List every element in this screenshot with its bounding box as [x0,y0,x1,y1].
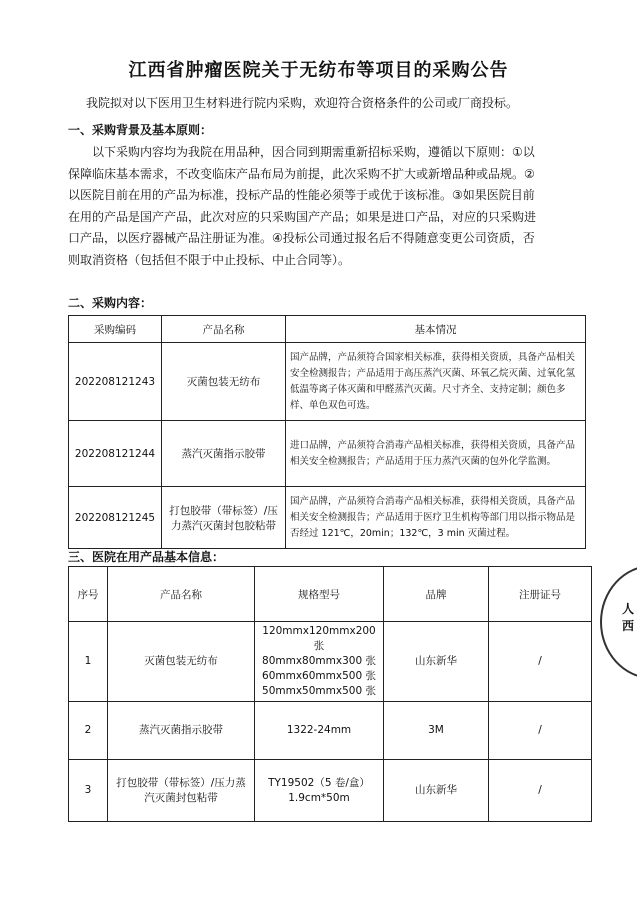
row-no: 1 [69,622,108,702]
header-name: 产品名称 [108,567,255,622]
row-spec [255,622,384,702]
spec-line: TY19502（5 卷/盒） [268,776,370,789]
row-reg: / [489,702,592,760]
section1-body [68,142,570,271]
row-desc: 进口品牌，产品须符合消毒产品相关标准，获得相关资质，具备产品相关安全检测报告；产品适用于压力蒸汽灭菌的包外化学监测。 [286,421,586,487]
row-name: 蒸汽灭菌指示胶带 [108,702,255,760]
row-code: 202208121244 [69,421,162,487]
section1-line: 口产品，以医疗器械产品注册证为准。④投标公司通过报名后不得随意变更公司资质，否 [68,231,535,245]
spec-line: 1.9cm*50m [288,791,350,804]
row-no: 3 [69,760,108,822]
page-title: 江西省肿瘤医院关于无纺布等项目的采购公告 [128,60,509,81]
header-desc: 基本情况 [286,316,586,343]
row-name: 灭菌包装无纺布 [108,622,255,702]
table-row [69,760,592,822]
section1-heading: 一、采购背景及基本原则： [68,123,213,137]
row-name: 蒸汽灭菌指示胶带 [162,421,286,487]
row-brand: 山东新华 [384,622,489,702]
section1-line: 以医院目前在用的产品为标准，投标产品的性能必须等于或优于该标准。③如果医院目前 [68,188,535,202]
row-brand: 3M [384,702,489,760]
row-code: 202208121243 [69,343,162,421]
row-no: 2 [69,702,108,760]
row-reg: / [489,622,592,702]
seal-text: 人西 [622,602,635,633]
section3-heading: 三、医院在用产品基本信息： [68,550,225,564]
row-brand: 山东新华 [384,760,489,822]
header-code: 采购编码 [69,316,162,343]
spec-line: 80mmx80mmx300 张 [262,655,376,667]
row-reg: / [489,760,592,822]
header-name: 产品名称 [162,316,286,343]
row-spec [255,760,384,822]
section1-line: 则取消资格（包括但不限于中止投标、中止合同等）。 [68,252,351,267]
intro-text: 我院拟对以下医用卫生材料进行院内采购，欢迎符合资格条件的公司或厂商投标。 [86,96,519,110]
row-name: 打包胶带（带标签）/压力蒸汽灭菌封包粘带 [108,760,255,822]
spec-line: 120mmx120mmx200 张 [262,625,376,652]
header-reg: 注册证号 [489,567,592,622]
table-row [69,622,592,702]
table-row [69,702,592,760]
row-name: 打包胶带（带标签）/压力蒸汽灭菌封包胶粘带 [162,487,286,549]
table-row [69,421,586,487]
row-desc: 国产品牌，产品须符合国家相关标准，获得相关资质，具备产品相关安全检测报告；产品适用于高压蒸汽灭菌、环氧乙烷灭菌、过氧化氢低温等离子体灭菌和甲醛蒸汽灭菌。尺寸齐全、支持定制；颜色多样、单色双色可选。 [286,343,586,421]
section1-line: 在用的产品是国产产品，此次对应的只采购国产产品；如果是进口产品，对应的只采购进 [68,209,537,224]
row-code: 202208121245 [69,487,162,549]
table-header-row [69,567,592,622]
spec-line: 50mmx50mmx500 张 [262,685,376,697]
row-desc: 国产品牌，产品须符合消毒产品相关标准，获得相关资质，具备产品相关安全检测报告；产品适用于医疗卫生机构等部门用以指示物品是否经过 121℃，20min；132℃，3 min 灭菌过程。 [286,487,586,549]
table-row [69,343,586,421]
table-row [69,487,586,549]
products-in-use-table [68,566,592,822]
spec-line: 60mmx60mmx500 张 [262,670,376,682]
row-spec: 1322-24mm [255,702,384,760]
section2-heading: 二、采购内容： [68,296,153,310]
header-spec: 规格型号 [255,567,384,622]
row-name: 灭菌包装无纺布 [162,343,286,421]
table-header-row [69,316,586,343]
section1-line: 保障临床基本需求，不改变临床产品布局为前提，此次采购不扩大或新增品种或品规。② [68,166,535,181]
procurement-table [68,315,586,549]
header-brand: 品牌 [384,567,489,622]
header-no: 序号 [69,567,108,622]
section1-line: 以下采购内容均为我院在用品种，因合同到期需重新招标采购，遵循以下原则：①以 [92,145,535,159]
